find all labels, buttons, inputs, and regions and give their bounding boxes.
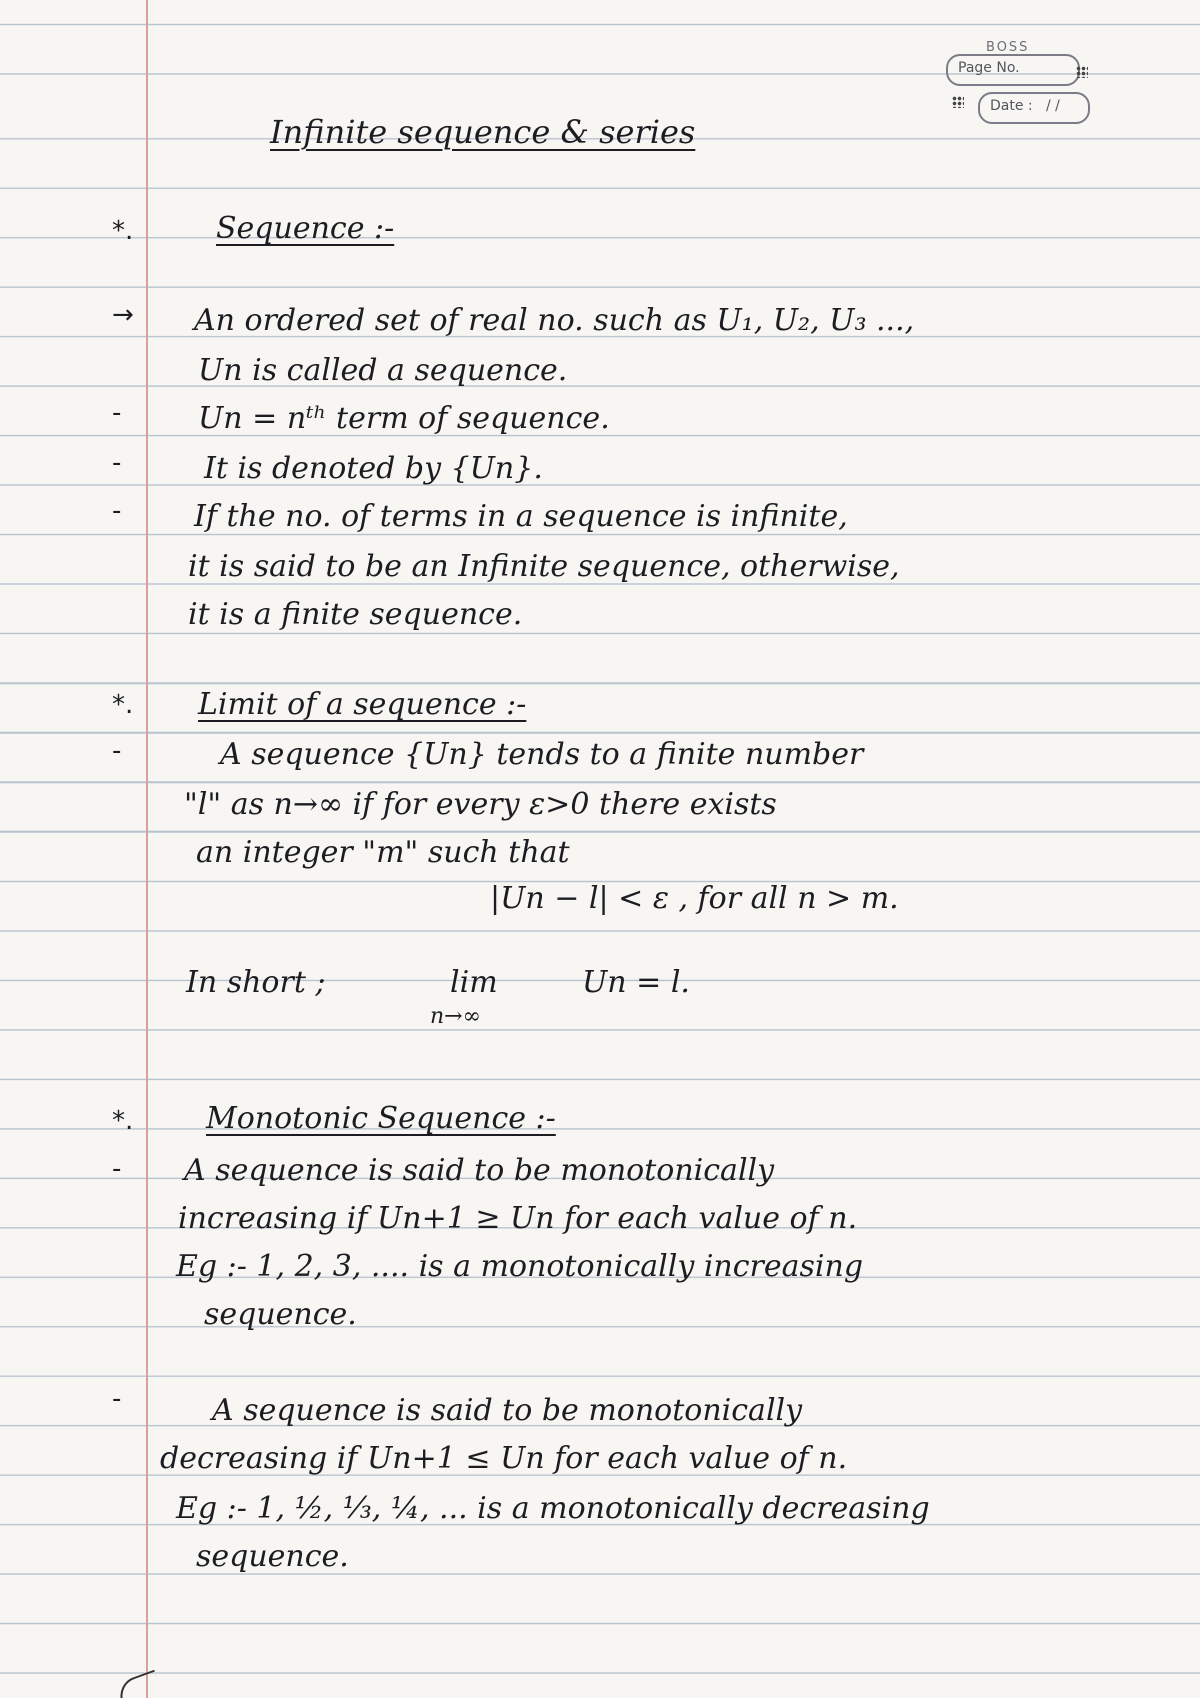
sequence-line: It is denoted by {Un}. <box>204 451 543 486</box>
limit-condition: |Un − l| < ε , for all n > m. <box>490 881 899 916</box>
date-value: / / <box>1046 98 1060 114</box>
lim-word: lim <box>450 965 498 1000</box>
sequence-line: If the no. of terms in a sequence is infinite, <box>194 499 848 534</box>
star-marker: *. <box>112 1106 134 1136</box>
sequence-line: Un is called a sequence. <box>198 353 568 388</box>
page-no-label: Page No. <box>958 60 1020 76</box>
page-title: Infinite sequence & series <box>270 113 696 151</box>
sequence-line: An ordered set of real no. such as U₁, U₂, U₃ ..., <box>194 303 915 338</box>
monotonic-line: increasing if Un+1 ≥ Un for each value of n. <box>178 1201 858 1236</box>
arrow-marker: → <box>112 300 134 330</box>
in-short-label: In short ; <box>186 965 326 1000</box>
monotonic-line: Eg :- 1, 2, 3, .... is a monotonically increasing <box>176 1249 864 1284</box>
monotonic-line: sequence. <box>196 1539 349 1574</box>
limit-line: "l" as n→∞ if for every ε>0 there exists <box>184 787 777 822</box>
dash-marker: - <box>112 398 122 428</box>
dots-icon <box>952 96 964 108</box>
margin-line <box>146 0 148 1698</box>
sequence-heading: Sequence :- <box>216 211 395 246</box>
lim-subscript: n→∞ <box>430 1004 481 1029</box>
page-header-box <box>946 40 1086 132</box>
dash-marker: - <box>112 736 122 766</box>
lim-expression: Un = l. <box>582 965 690 1000</box>
dash-marker: - <box>112 1384 122 1414</box>
limit-heading: Limit of a sequence :- <box>198 687 527 722</box>
sequence-line: it is said to be an Infinite sequence, otherwise, <box>188 549 900 584</box>
monotonic-heading: Monotonic Sequence :- <box>206 1101 556 1136</box>
dash-marker: - <box>112 448 122 478</box>
limit-line: an integer "m" such that <box>196 835 570 870</box>
monotonic-line: sequence. <box>204 1297 357 1332</box>
monotonic-line: Eg :- 1, ½, ⅓, ¼, ... is a monotonically decreasing <box>176 1491 930 1526</box>
monotonic-line: decreasing if Un+1 ≤ Un for each value of n. <box>160 1441 848 1476</box>
dash-marker: - <box>112 496 122 526</box>
star-marker: *. <box>112 216 134 246</box>
page-edge-curve <box>115 1670 163 1698</box>
dash-marker: - <box>112 1154 122 1184</box>
dots-icon <box>1076 66 1088 78</box>
brand-label: BOSS <box>986 40 1030 55</box>
monotonic-line: A sequence is said to be monotonically <box>212 1393 803 1428</box>
limit-line: A sequence {Un} tends to a finite number <box>220 737 864 772</box>
date-label: Date : <box>990 98 1033 114</box>
monotonic-line: A sequence is said to be monotonically <box>184 1153 775 1188</box>
sequence-line: Un = nᵗʰ term of sequence. <box>198 401 610 436</box>
star-marker: *. <box>112 690 134 720</box>
sequence-line: it is a finite sequence. <box>188 597 523 632</box>
